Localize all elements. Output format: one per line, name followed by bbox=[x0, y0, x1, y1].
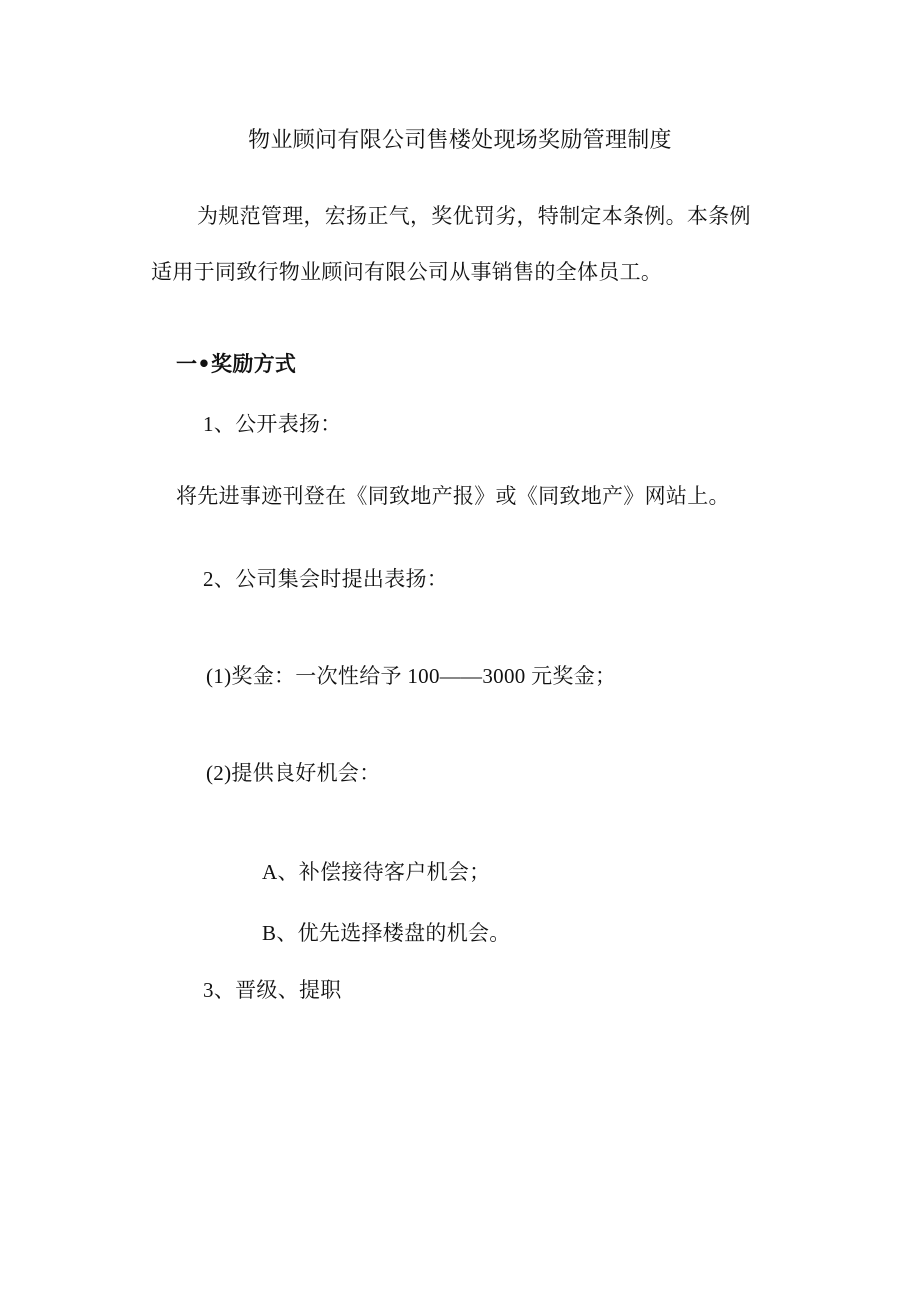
item-1-number: 1 bbox=[203, 412, 214, 436]
item-2-heading bbox=[203, 565, 448, 593]
item-1-heading bbox=[203, 410, 342, 438]
sub-item-bonus bbox=[206, 662, 616, 690]
section-heading-reward-methods: 一•奖励方式 bbox=[176, 352, 297, 376]
item-2-label: 、公司集会时提出表扬： bbox=[213, 567, 449, 591]
item-2-number: 2 bbox=[203, 567, 214, 591]
sub-item-bonus-suffix: 元奖金； bbox=[531, 664, 617, 688]
item-3-heading bbox=[203, 976, 342, 1004]
item-3-number: 3 bbox=[203, 978, 214, 1002]
option-a bbox=[262, 858, 490, 886]
sub-item-bonus-label: 奖金：一次性给予 bbox=[231, 664, 402, 688]
intro-paragraph-line-1: 为规范管理，宏扬正气，奖优罚劣，特制定本条例。本条例 bbox=[197, 204, 751, 228]
option-a-letter: A bbox=[262, 860, 278, 884]
option-b-letter: B bbox=[262, 921, 277, 945]
item-3-label: 、晋级、提职 bbox=[213, 978, 342, 1002]
intro-paragraph-line-2: 适用于同致行物业顾问有限公司从事销售的全体员工。 bbox=[151, 260, 663, 284]
item-1-label: 、公开表扬： bbox=[213, 412, 342, 436]
sub-item-bonus-prefix: (1) bbox=[206, 664, 232, 688]
sub-item-bonus-amount: 100——3000 bbox=[401, 664, 532, 688]
document-title: 物业顾问有限公司售楼处现场奖励管理制度 bbox=[248, 128, 672, 153]
item-1-body: 将先进事迹刊登在《同致地产报》或《同致地产》网站上。 bbox=[176, 484, 730, 508]
option-b bbox=[262, 919, 511, 947]
sub-item-opportunity bbox=[206, 759, 381, 787]
sub-item-opportunity-prefix: (2) bbox=[206, 761, 232, 785]
option-a-text: 、补偿接待客户机会； bbox=[277, 860, 491, 884]
option-b-text: 、优先选择楼盘的机会。 bbox=[276, 921, 511, 945]
sub-item-opportunity-label: 提供良好机会： bbox=[231, 761, 381, 785]
